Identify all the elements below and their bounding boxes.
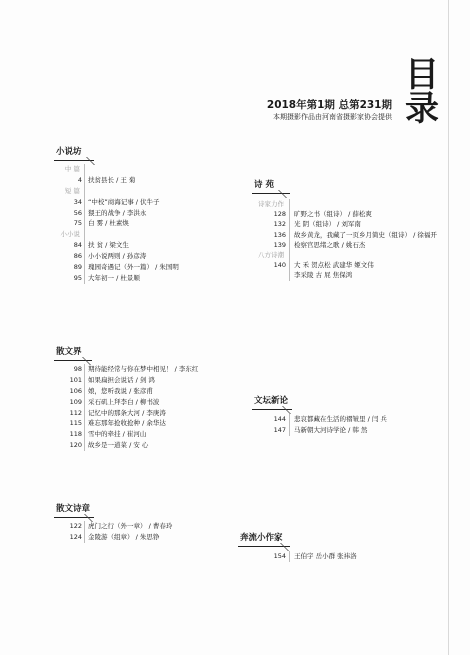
section-header bbox=[54, 502, 244, 518]
entry-title: 瑰园奇遇记（外一篇） / 朱国明 bbox=[88, 263, 179, 272]
section-rule bbox=[54, 160, 94, 161]
page-number: 154 bbox=[273, 552, 286, 560]
section-sanwenshizhang bbox=[54, 502, 244, 543]
entry-title: 采石矶上拜李白 / 柳书波 bbox=[88, 397, 160, 406]
section-title: 散文界 bbox=[56, 347, 82, 357]
entry-title: 小小说两则 / 孙彦涛 bbox=[88, 252, 147, 261]
section-wentan bbox=[252, 394, 442, 436]
page-number: 128 bbox=[273, 210, 286, 219]
page-number: 115 bbox=[69, 419, 82, 428]
entry-title: 难忘那年抢收抢种 / 余华达 bbox=[88, 419, 166, 428]
entry-title: 扶贫县长 / 王 菊 bbox=[88, 175, 136, 184]
toc-category bbox=[54, 229, 244, 240]
toc-list bbox=[54, 521, 244, 543]
toc-entry[interactable] bbox=[252, 230, 442, 240]
toc-entry[interactable] bbox=[54, 240, 244, 251]
section-rule-tick bbox=[282, 406, 301, 414]
entry-title: 期待能经常与你在梦中相见！ / 李东红 bbox=[88, 365, 199, 373]
section-title: 奔流小作家 bbox=[240, 533, 283, 543]
toc-entry[interactable] bbox=[54, 197, 244, 208]
entry-title: 马新朝大河诗学论 / 韩 然 bbox=[294, 426, 368, 434]
toc-entry[interactable] bbox=[252, 425, 442, 436]
page-number: 118 bbox=[69, 430, 82, 439]
toc-entry[interactable] bbox=[54, 386, 244, 397]
issue-number: 2018年第1期 总第231期 bbox=[266, 99, 392, 111]
toc-entry[interactable] bbox=[54, 262, 244, 273]
page-number: 86 bbox=[73, 252, 82, 261]
entry-title: 娘，您听我说 / 张彦甫 bbox=[88, 386, 153, 395]
entry-title: “中校”商海记事 / 伏牛子 bbox=[88, 197, 160, 206]
section-header bbox=[252, 394, 442, 410]
toc-list bbox=[54, 364, 244, 451]
category-label: 八方诗潮 bbox=[258, 250, 284, 259]
section-benliu bbox=[238, 531, 428, 562]
section-title: 诗 苑 bbox=[254, 180, 274, 190]
toc-list bbox=[252, 414, 442, 436]
page-number: 106 bbox=[69, 386, 82, 395]
category-label: 小小说 bbox=[60, 230, 80, 239]
toc-category bbox=[54, 186, 244, 197]
toc-list bbox=[54, 164, 244, 284]
entry-title: 雪中的牵挂 / 崔河山 bbox=[88, 430, 147, 439]
toc-entry[interactable] bbox=[54, 208, 244, 219]
entry-title: 李采陵 古 屁 焦保鸿 bbox=[294, 271, 353, 280]
toc-entry[interactable] bbox=[54, 364, 244, 375]
entry-title: 光 阴（组诗） / 刘军南 bbox=[294, 220, 361, 229]
page-number: 122 bbox=[69, 522, 82, 530]
category-label: 短 篇 bbox=[64, 186, 80, 195]
entry-title: 旷野之书（组诗） / 薛松爽 bbox=[294, 210, 372, 219]
page-number: 120 bbox=[69, 441, 82, 450]
section-xiaoshuo bbox=[54, 145, 244, 284]
entry-title: 白 雾 / 杜素焕 bbox=[88, 219, 129, 228]
toc-entry[interactable] bbox=[54, 218, 244, 229]
entry-title: 悲哀都藏在生活的褶皱里 / 闫 兵 bbox=[294, 415, 387, 423]
section-rule-tick bbox=[280, 543, 299, 551]
page-number: 136 bbox=[273, 230, 286, 239]
section-title: 文坛新论 bbox=[254, 396, 289, 406]
section-header bbox=[54, 345, 244, 361]
page-number: 4 bbox=[77, 175, 82, 184]
toc-entry[interactable] bbox=[54, 532, 244, 543]
entry-title: 如果扁担会说话 / 剑 鸿 bbox=[88, 375, 155, 384]
toc-entry[interactable] bbox=[54, 273, 244, 284]
section-title: 小说坊 bbox=[56, 147, 82, 157]
category-label: 中 篇 bbox=[64, 165, 80, 173]
entry-title: 扶 贫 / 梁文生 bbox=[88, 241, 129, 250]
toc-entry[interactable] bbox=[54, 251, 244, 262]
page-number: 75 bbox=[73, 219, 82, 228]
page-number: 56 bbox=[73, 208, 82, 217]
entry-title: 金陵游（组章） / 朱思铮 bbox=[88, 533, 160, 541]
page-number: 140 bbox=[273, 261, 286, 270]
page-edge-line bbox=[448, 0, 449, 655]
issue-subtitle: 本期摄影作品由河南省摄影家协会提供 bbox=[273, 113, 392, 121]
toc-entry[interactable] bbox=[252, 219, 442, 229]
entry-title: 故乡是一道菜 / 安 心 bbox=[88, 441, 149, 450]
page-number: 109 bbox=[69, 397, 82, 406]
toc-category bbox=[252, 199, 442, 209]
toc-entry[interactable] bbox=[54, 375, 244, 386]
toc-list bbox=[252, 199, 442, 281]
toc-entry[interactable] bbox=[54, 397, 244, 408]
page-number: 124 bbox=[69, 533, 82, 541]
toc-entry[interactable] bbox=[54, 521, 244, 532]
page-number: 132 bbox=[273, 220, 286, 229]
toc-entry[interactable] bbox=[252, 240, 442, 250]
toc-entry[interactable] bbox=[54, 408, 244, 419]
page-number: 139 bbox=[273, 240, 286, 249]
toc-entry[interactable] bbox=[252, 209, 442, 219]
entry-title: 大 禾 贺点松 武建华 姬文伟 bbox=[294, 261, 374, 270]
section-title: 散文诗章 bbox=[56, 504, 91, 514]
section-rule-tick bbox=[278, 190, 297, 198]
toc-entry[interactable] bbox=[54, 429, 244, 440]
section-sanwen bbox=[54, 345, 244, 451]
section-shiyuan bbox=[252, 178, 442, 281]
toc-category bbox=[252, 250, 442, 260]
entry-title: 虎门之行（外一章） / 曹春玲 bbox=[88, 522, 173, 530]
entry-title: 记忆中的那条大河 / 李庚涛 bbox=[88, 408, 166, 417]
entry-title: 猥王的战争 / 李洪永 bbox=[88, 208, 147, 217]
toc-entry[interactable] bbox=[54, 418, 244, 429]
page-number: 101 bbox=[69, 375, 82, 384]
entry-title: 检察官思绪之歌 / 姚石杰 bbox=[294, 240, 366, 249]
section-header bbox=[238, 531, 428, 547]
entry-title: 故乡黄龙，我藏了一页乡月简史（组诗） / 徐福开 bbox=[294, 230, 437, 239]
toc-category bbox=[54, 164, 244, 175]
toc-entry[interactable] bbox=[252, 260, 442, 270]
page-number: 98 bbox=[73, 365, 82, 373]
entry-title: 大年初一 / 杜景顺 bbox=[88, 273, 140, 282]
page-title: 目录 bbox=[405, 55, 439, 129]
toc-entry[interactable] bbox=[54, 440, 244, 451]
page-number: 34 bbox=[73, 197, 82, 206]
toc-entry[interactable] bbox=[252, 270, 442, 280]
page-number: 89 bbox=[73, 263, 82, 272]
page-number: 144 bbox=[273, 415, 286, 423]
toc-entry[interactable] bbox=[54, 175, 244, 186]
toc-list bbox=[238, 551, 428, 562]
page-number: 112 bbox=[69, 408, 82, 417]
entry-title: 王伯宇 岳小群 张祎洛 bbox=[294, 552, 357, 560]
page-number: 95 bbox=[73, 273, 82, 282]
page-number: 84 bbox=[73, 241, 82, 250]
category-label: 诗家力作 bbox=[258, 200, 284, 208]
page-number: 147 bbox=[273, 426, 286, 434]
toc-entry[interactable] bbox=[252, 414, 442, 425]
section-header bbox=[252, 178, 442, 194]
section-header bbox=[54, 145, 244, 161]
toc-entry[interactable] bbox=[238, 551, 428, 562]
